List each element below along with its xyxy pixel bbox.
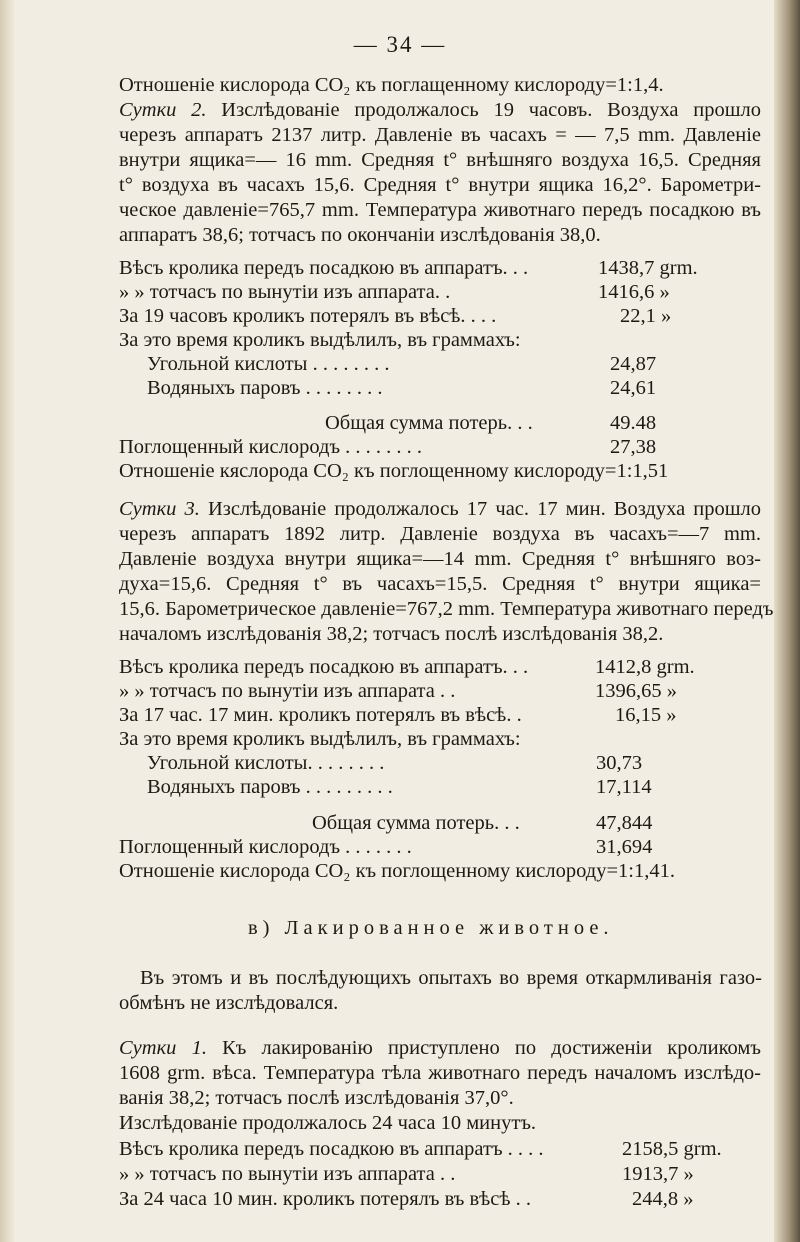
weight-row-label: За 17 час. 17 мин. кроликъ потерялъ въ вѣсѣ. . [119, 704, 522, 726]
weight-row-label: Угольной кислоты . . . . . . . . [147, 353, 390, 375]
paragraph-line: Въ этомъ и въ послѣдующихъ опытахъ во время откармливанія газо- [140, 967, 762, 989]
paragraph-line: аппаратъ 38,6; тотчасъ по окончаніи изслѣдованія 38,0. [119, 224, 601, 246]
absorbed-oxygen-value: 27,38 [610, 436, 657, 458]
weight-row-label: Вѣсъ кролика передъ посадкою въ аппаратъ. . . [119, 656, 529, 678]
total-loss-label: Общая сумма потерь. . . [325, 412, 533, 434]
ratio-line: Отношеніе кяслорода CO₂ къ поглощенному кислороду=1:1,51 [119, 460, 669, 482]
weight-row-value: 244,8 » [632, 1188, 694, 1210]
absorbed-oxygen-label: Поглощенный кислородъ . . . . . . . . [119, 436, 423, 458]
weight-row-label: Вѣсъ кролика передъ посадкою въ аппаратъ . . . . [119, 1138, 544, 1160]
weight-row-label: Водяныхъ паровъ . . . . . . . . [147, 377, 383, 399]
weight-row-label: Водяныхъ паровъ . . . . . . . . . [147, 776, 393, 798]
ratio-line: Отношеніе кислорода CO₂ къ поглощенному кислороду=1:1,41. [119, 860, 675, 882]
day-label: Сутки 3. [119, 498, 200, 520]
weight-row-value: 1416,6 » [598, 281, 670, 303]
weight-row-value: 1396,65 » [595, 680, 677, 702]
page-binding-edge [774, 0, 800, 1242]
weight-row-value: 24,61 [610, 377, 657, 399]
paragraph-line: ческое давленіе=765,7 mm. Температура животнаго передъ посадкою въ [119, 199, 761, 221]
weight-row-value: 17,114 [596, 776, 652, 798]
total-loss-value: 49.48 [610, 412, 657, 434]
total-loss-label: Общая сумма потерь. . . [312, 812, 520, 834]
paragraph-line: Сутки 2. Изслѣдованіе продолжалось 19 часовъ. Воздуха прошло [119, 99, 762, 121]
weight-row-label: За 24 часа 10 мин. кроликъ потерялъ въ вѣсѣ . . [119, 1188, 532, 1210]
weight-row-label: Угольной кислоты. . . . . . . . [147, 752, 385, 774]
paragraph-line: духа=15,6. Средняя t° въ часахъ=15,5. Средняя t° внутри ящика= [119, 573, 761, 595]
weight-row-label: За это время кроликъ выдѣлилъ, въ граммахъ: [119, 329, 521, 351]
page-number: — 34 — [353, 32, 447, 57]
weight-row-label: За 19 часовъ кроликъ потерялъ въ вѣсѣ. . . . [119, 305, 497, 327]
paragraph-line: Сутки 3. Изслѣдованіе продолжалось 17 час. 17 мин. Воздуха прошло [119, 498, 761, 520]
paragraph-line: черезъ аппаратъ 2137 литр. Давленіе въ часахъ = — 7,5 mm. Давленіе [119, 124, 761, 146]
weight-row-label: » » тотчасъ по вынутіи изъ аппарата . . [119, 680, 456, 702]
day-label: Сутки 2. [119, 99, 207, 121]
paragraph-line: 15,6. Барометрическое давленіе=767,2 mm. Температура животнаго передъ [119, 598, 774, 620]
section-heading: в) Лакированное животное. [248, 917, 614, 939]
weight-row-value: 22,1 » [620, 305, 672, 327]
paragraph-line: черезъ аппаратъ 1892 литр. Давленіе воздуха въ часахъ=—7 mm. [119, 523, 761, 545]
ratio-line: Отношеніе кислорода CO₂ къ поглащенному кислороду=1:1,4. [119, 74, 664, 96]
weight-row-value: 30,73 [596, 752, 643, 774]
paragraph-line: Давленіе воздуха внутри ящика=—14 mm. Средняя t° внѣшняго воз- [119, 548, 761, 570]
weight-row-label: За это время кроликъ выдѣлилъ, въ граммахъ: [119, 728, 521, 750]
paragraph-line: внутри ящика=— 16 mm. Средняя t° внѣшняго воздуха 16,5. Средняя [119, 149, 761, 171]
paragraph-line: обмѣнъ не изслѣдовался. [119, 992, 339, 1014]
weight-row-value: 1913,7 » [622, 1163, 694, 1185]
absorbed-oxygen-label: Поглощенный кислородъ . . . . . . . [119, 836, 412, 858]
paragraph-line: Сутки 1. Къ лакированію приступлено по достиженіи кроликомъ [119, 1037, 761, 1059]
paragraph-line: 1608 grm. вѣса. Температура тѣла животнаго передъ началомъ изслѣдо- [119, 1062, 761, 1084]
weight-row-value: 24,87 [610, 353, 657, 375]
day-label: Сутки 1. [119, 1037, 207, 1059]
page-left-edge [0, 0, 14, 1242]
paragraph-line: ванія 38,2; тотчасъ послѣ изслѣдованія 37,0°. [119, 1087, 514, 1109]
weight-row-label: Вѣсъ кролика передъ посадкою въ аппаратъ. . . [119, 257, 529, 279]
absorbed-oxygen-value: 31,694 [596, 836, 653, 858]
weight-row-value: 1412,8 grm. [595, 656, 695, 678]
weight-row-value: 2158,5 grm. [622, 1138, 722, 1160]
weight-row-value: 16,15 » [615, 704, 677, 726]
paragraph-line: t° воздуха въ часахъ 15,6. Средняя t° внутри ящика 16,2°. Барометри- [119, 174, 761, 196]
weight-row-value: 1438,7 grm. [598, 257, 698, 279]
total-loss-value: 47,844 [596, 812, 653, 834]
paragraph-line: Изслѣдованіе продолжалось 24 часа 10 минутъ. [119, 1112, 537, 1134]
paragraph-line: началомъ изслѣдованія 38,2; тотчасъ послѣ изслѣдованія 38,2. [119, 623, 664, 645]
weight-row-label: » » тотчасъ по вынутіи изъ аппарата . . [119, 1163, 456, 1185]
weight-row-label: » » тотчасъ по вынутіи изъ аппарата. . [119, 281, 451, 303]
